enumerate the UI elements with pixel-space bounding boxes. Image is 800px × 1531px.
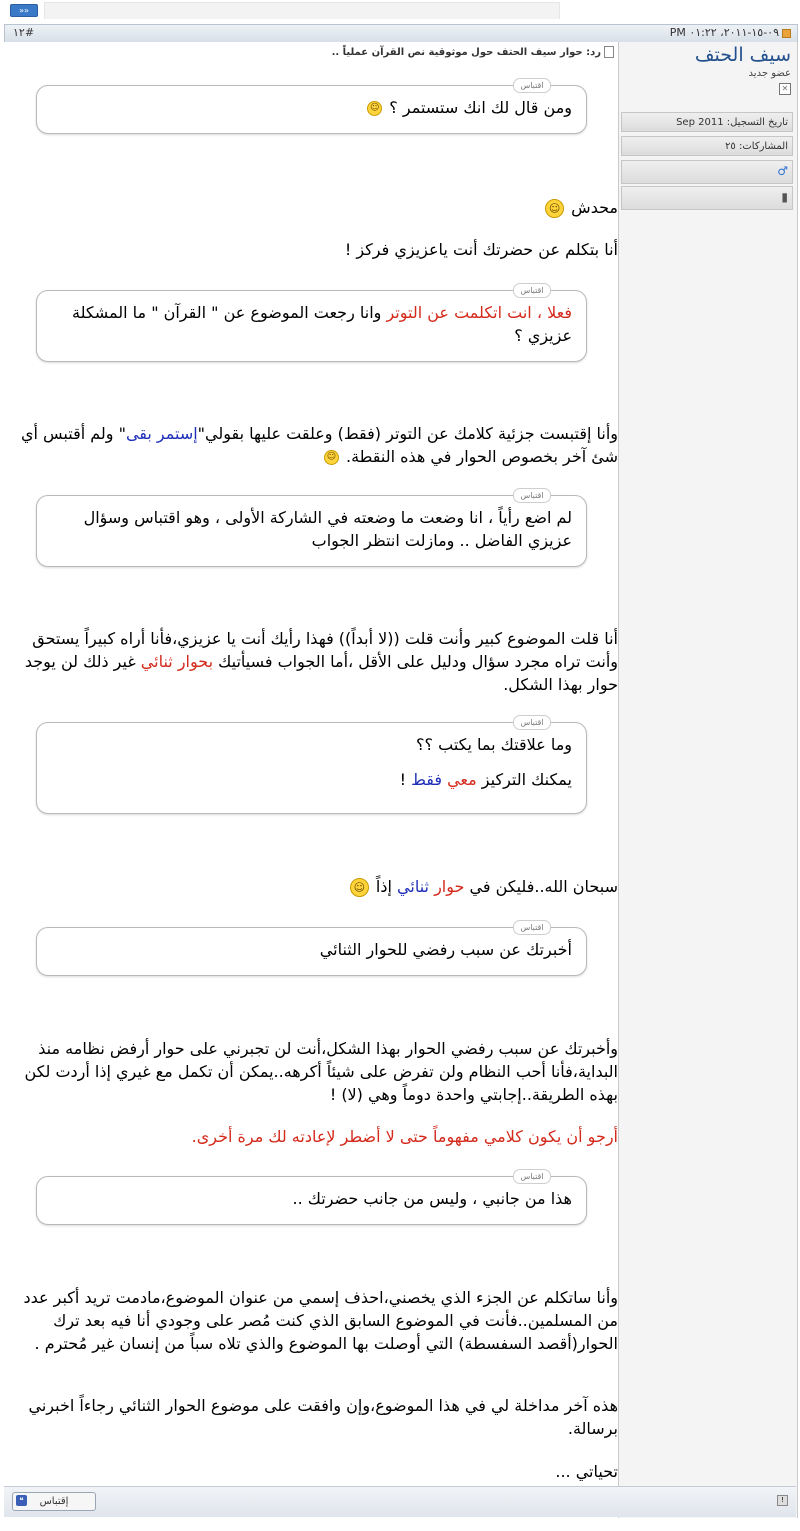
- quote-label: اقتباس: [513, 488, 551, 503]
- post-date-text: ٠٩-١٥-٢٠١١، ٠١:٢٢ PM: [669, 26, 779, 39]
- paragraph-text-7: أرجو أن يكون كلامي مفهوماً حتى لا أضطر لإعادته لك مرة أخرى.: [191, 1127, 618, 1146]
- quote-4-blue: فقط: [411, 770, 442, 789]
- quote-reply-button[interactable]: [12, 1492, 96, 1511]
- user-extra-box: [621, 186, 793, 210]
- document-icon: [604, 46, 614, 58]
- quote-block: [36, 81, 587, 134]
- quote-block: [36, 286, 587, 362]
- top-bar: [0, 0, 800, 24]
- post-content: [4, 42, 618, 1518]
- quote-text-1: ومن قال لك انك ستستمر ؟: [389, 98, 572, 117]
- paragraph-3b: " ولم أقتبس أي شئ آخر بخصوص الحوار في هذه النقطة.: [20, 424, 618, 466]
- quote-4-red: معي: [447, 770, 477, 789]
- paragraph-5-red: حوار: [434, 877, 465, 896]
- user-registration-date: تاريخ التسجيل: Sep 2011: [621, 112, 793, 132]
- paragraph-3a: وأنا إقتبست جزئية كلامك عن التوتر (فقط) وعلقت عليها بقولي": [197, 424, 618, 443]
- post-title-text: رد: حوار سيف الحتف حول موثوقية نص القرآن عملياً ..: [331, 47, 601, 58]
- paragraph-text-6: وأخبرتك عن سبب رفضي الحوار بهذا الشكل،أنت لن تجبرني على حوار أرفض نظامه منذ البداية،فأنا أحب النظام ولن تفرض على شيئاً أكرهه..يمكن أن تكمل مع غيري إذا أردت لكن بهذه الطريقة..إجابتي واحدة دوماً وهي (لا) !: [24, 1039, 618, 1104]
- paragraph-4b: غير ذلك لن يوجد حوار بهذا الشكل.: [24, 652, 618, 694]
- quote-text: [37, 86, 586, 129]
- paragraph-4a: أنا قلت الموضوع كبير وأنت قلت ((لا أبداً)) فهذا رأيك أنت يا عزيزي،فأنا أراه كبيراً يستحق وأنت تراه مجرد سؤال ودليل على الأقل ،أما الجواب فسيأتيك: [32, 629, 618, 671]
- quote-text-6: هذا من جانبي ، وليس من جانب حضرتك ..: [292, 1189, 572, 1208]
- smile-icon: ☺: [367, 101, 382, 116]
- quote-text-5: أخبرتك عن سبب رفضي للحوار الثنائي: [319, 940, 572, 959]
- quote-label: اقتباس: [513, 715, 551, 730]
- quote-red-text: فعلا ، انت اتكلمت عن التوتر: [386, 303, 572, 322]
- paragraph: [10, 196, 618, 219]
- quote-block: [36, 923, 587, 976]
- user-post-count: المشاركات: ٢٥: [621, 136, 793, 156]
- quote-4-end: !: [399, 770, 412, 789]
- quote-icon: ❝: [16, 1495, 27, 1506]
- paragraph: [10, 627, 618, 696]
- paragraph-4-red: بحوار ثنائي: [140, 652, 214, 671]
- paragraph-text-9: هذه آخر مداخلة لي في هذا الموضوع،وإن وافقت على موضوع الحوار الثنائي رجاءاً اخبرني برسالة.: [28, 1396, 618, 1438]
- post-footer: [4, 1486, 796, 1517]
- quote-text-3: لم اضع رأياً ، انا وضعت ما وضعته في الشاركة الأولى ، وهو اقتباس وسؤال عزيزي الفاضل .. ومازلت انتظر الجواب: [83, 508, 572, 550]
- quote-text: [37, 291, 586, 357]
- post-header: [4, 24, 798, 43]
- user-info-panel: [618, 42, 798, 1518]
- phone-icon: ▮: [781, 190, 788, 204]
- quote-label: اقتباس: [513, 283, 551, 298]
- collapse-toggle-button[interactable]: »»: [10, 4, 38, 17]
- quote-block: [36, 491, 587, 567]
- paragraph-text-10: تحياتي ...: [555, 1462, 618, 1481]
- paragraph-5-blue: ثنائي: [397, 877, 429, 896]
- quote-label: اقتباس: [513, 920, 551, 935]
- avatar-icon: ✕: [779, 83, 791, 95]
- quote-block: [36, 1172, 587, 1225]
- user-title: عضو جديد: [748, 68, 791, 79]
- user-gender-box: [621, 160, 793, 184]
- username-link[interactable]: سيف الحتف: [694, 44, 791, 66]
- tongue-smiley-icon: ☺: [545, 199, 564, 218]
- quote-line-1: وما علاقتك بما يكتب ؟؟: [416, 735, 572, 754]
- quote-rest-text: وانا رجعت الموضوع عن " القرآن " ما المشكلة عزيزي ؟: [72, 303, 572, 345]
- post-status-icon: [782, 29, 791, 38]
- male-icon: ♂: [777, 164, 788, 178]
- post-number-link[interactable]: #١٢: [13, 26, 35, 39]
- quote-label: اقتباس: [513, 78, 551, 93]
- quote-label: اقتباس: [513, 1169, 551, 1184]
- smile-icon: ☺: [324, 450, 339, 465]
- top-tab-strip: [44, 2, 560, 19]
- paragraph-3-blue: إستمر بقى: [125, 424, 198, 443]
- post-date: [670, 26, 791, 39]
- quote-text: [37, 723, 586, 801]
- post-title: [332, 46, 614, 58]
- quote-line-2: [51, 768, 572, 791]
- bottom-band: [0, 1518, 800, 1531]
- paragraph-text-1: محدش: [571, 198, 618, 217]
- quote-block: [36, 718, 587, 814]
- paragraph-text-2: أنا بتكلم عن حضرتك أنت ياعزيزي فركز !: [344, 240, 618, 259]
- paragraph-5b: إذاً: [375, 877, 398, 896]
- paragraph: [10, 422, 618, 468]
- paragraph-text-8: وأنا ساتكلم عن الجزء الذي يخصني،احذف إسمي من عنوان الموضوع،مادمت تريد أكبر عدد من المسلمين..فأنت في الموضوع السابق الذي كنت مُصر على وجودي أنا فيه بعد ترك الحوار(أقصد السفسطة) التي أوصلت بها الموضوع والذي تلاه سباً من إنسان غير مُحترم .: [23, 1288, 618, 1353]
- quote-button-label: إقتباس: [39, 1496, 69, 1507]
- paragraph-5a: سبحان الله..فليكن في: [464, 877, 618, 896]
- report-icon[interactable]: !: [777, 1495, 788, 1506]
- paragraph: [10, 875, 618, 898]
- quote-4a: يمكنك التركيز: [476, 770, 572, 789]
- tongue-smiley-icon: ☺: [350, 878, 369, 897]
